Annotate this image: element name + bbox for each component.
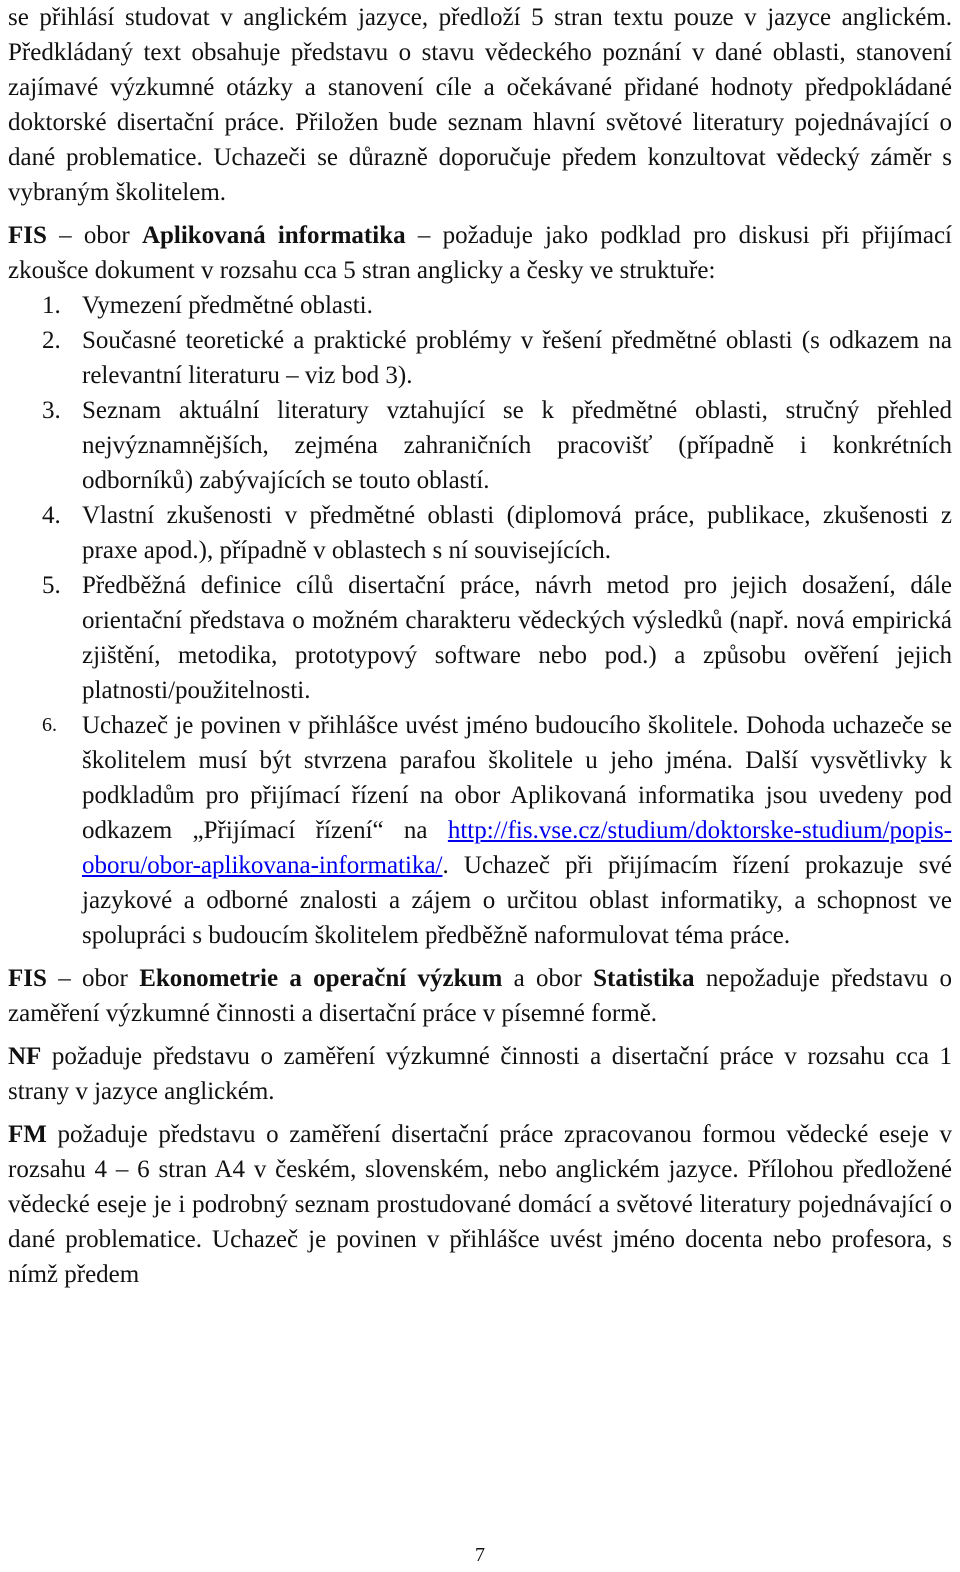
- list-item: [8, 708, 952, 953]
- faculty-fis-label: FIS: [8, 965, 47, 992]
- list-item-number: 5.: [42, 572, 61, 599]
- admission-info-link[interactable]: http://fis.vse.cz/studium/doktorske-studium/popis-oboru/obor-aplikovana-informatika/: [82, 817, 952, 879]
- list-item-number: 6.: [42, 714, 57, 736]
- faculty-nf-label: NF: [8, 1043, 42, 1070]
- program-applied-informatics: Aplikovaná informatika: [141, 222, 406, 249]
- fis-stat-requirement-text: nepožaduje představu o zaměření výzkumné činnosti a disertační práce v písemné formě.: [8, 965, 953, 1027]
- list-item-number: 4.: [42, 502, 61, 529]
- fis-requirement-text: – požaduje jako podklad pro diskusi při přijímací zkoušce dokument v rozsahu cca 5 stran anglicky a česky ve struktuře:: [8, 222, 952, 284]
- fis-econometrics-statistics-paragraph: [8, 961, 952, 1031]
- intro-paragraph: se přihlásí studovat v anglickém jazyce, předloží 5 stran textu pouze v jazyce anglickém. Předkládaný text obsahuje představu o stavu vědeckého poznání v dané oblasti, stanovení zajímavé výzkumné otázky a stanovení cíle a očekávané přidané hodnoty předpokládané doktorské disertační práce. Přiložen bude seznam hlavní světové literatury pojednávající o dané problematice. Uchazeči se důrazně doporučuje předem konzultovat vědecký záměr s vybraným školitelem.: [8, 4, 952, 206]
- list-item-text: Současné teoretické a praktické problémy v řešení předmětné oblasti (s odkazem na relevantní literaturu – viz bod 3).: [82, 327, 952, 389]
- program-statistics: Statistika: [593, 965, 695, 992]
- fis-stat-text: – obor: [46, 965, 140, 992]
- list-item-text: Uchazeč je povinen v přihlášce uvést jméno budoucího školitele. Dohoda uchazeče se školitelem musí být stvrzena parafou školitele u jeho jména. Další vysvětlivky k podkladům pro přijímací řízení na obor Aplikovaná informatika jsou uvedeny pod odkazem „Přijímací řízení“ na: [82, 712, 952, 844]
- list-item-number: 1.: [42, 292, 61, 319]
- list-item-text: Předběžná definice cílů disertační práce, návrh metod pro jejich dosažení, dále orientační představa o možném charakteru vědeckých výsledků (např. nová empirická zjištění, metodika, prototypový software nebo pod.) a způsobu ověření jejich platnosti/použitelnosti.: [82, 572, 952, 704]
- list-item: [8, 498, 952, 568]
- fm-requirement-text: požaduje představu o zaměření disertační práce zpracovanou formou vědecké eseje v rozsahu 4 – 6 stran A4 v českém, slovenském, nebo anglickém jazyce. Přílohou předložené vědecké eseje je i podrobný seznam prostudované domácí a světové literatury pojednávající o dané problematice. Uchazeč je povinen v přihlášce uvést jméno docenta nebo profesora, s nímž předem: [8, 1121, 952, 1288]
- list-item: [8, 288, 952, 323]
- structure-list: [8, 288, 952, 953]
- faculty-fm-label: FM: [8, 1121, 47, 1148]
- list-item-number: 3.: [42, 397, 61, 424]
- fis-applied-informatics-paragraph: [8, 218, 952, 288]
- list-item-number: 2.: [42, 327, 61, 354]
- list-item: [8, 323, 952, 393]
- list-item-text: Vymezení předmětné oblasti.: [82, 292, 373, 319]
- list-item-text: Seznam aktuální literatury vztahující se k předmětné oblasti, stručný přehled nejvýznamnějších, zejména zahraničních pracovišť (případně i konkrétních odborníků) zabývajících se touto oblastí.: [82, 397, 952, 494]
- list-item-text-continued: . Uchazeč při přijímacím řízení prokazuje své jazykové a odborné znalosti a zájem o určitou oblast informatiky, a schopnost ve spolupráci s budoucím školitelem předběžně naformulovat téma práce.: [82, 852, 952, 949]
- fis-dash-text: – obor: [46, 222, 142, 249]
- nf-requirement-text: požaduje představu o zaměření výzkumné činnosti a disertační práce v rozsahu cca 1 strany v jazyce anglickém.: [8, 1043, 952, 1105]
- list-item: [8, 393, 952, 498]
- program-econometrics: Ekonometrie a operační výzkum: [139, 965, 503, 992]
- list-item: [8, 568, 952, 708]
- page-number: 7: [475, 1544, 485, 1566]
- fis-stat-text: a obor: [502, 965, 594, 992]
- nf-paragraph: [8, 1039, 952, 1109]
- fm-paragraph: [8, 1117, 952, 1292]
- faculty-fis-label: FIS: [8, 222, 47, 249]
- list-item-text: Vlastní zkušenosti v předmětné oblasti (diplomová práce, publikace, zkušenosti z praxe apod.), případně v oblastech s ní souvisejících.: [82, 502, 952, 564]
